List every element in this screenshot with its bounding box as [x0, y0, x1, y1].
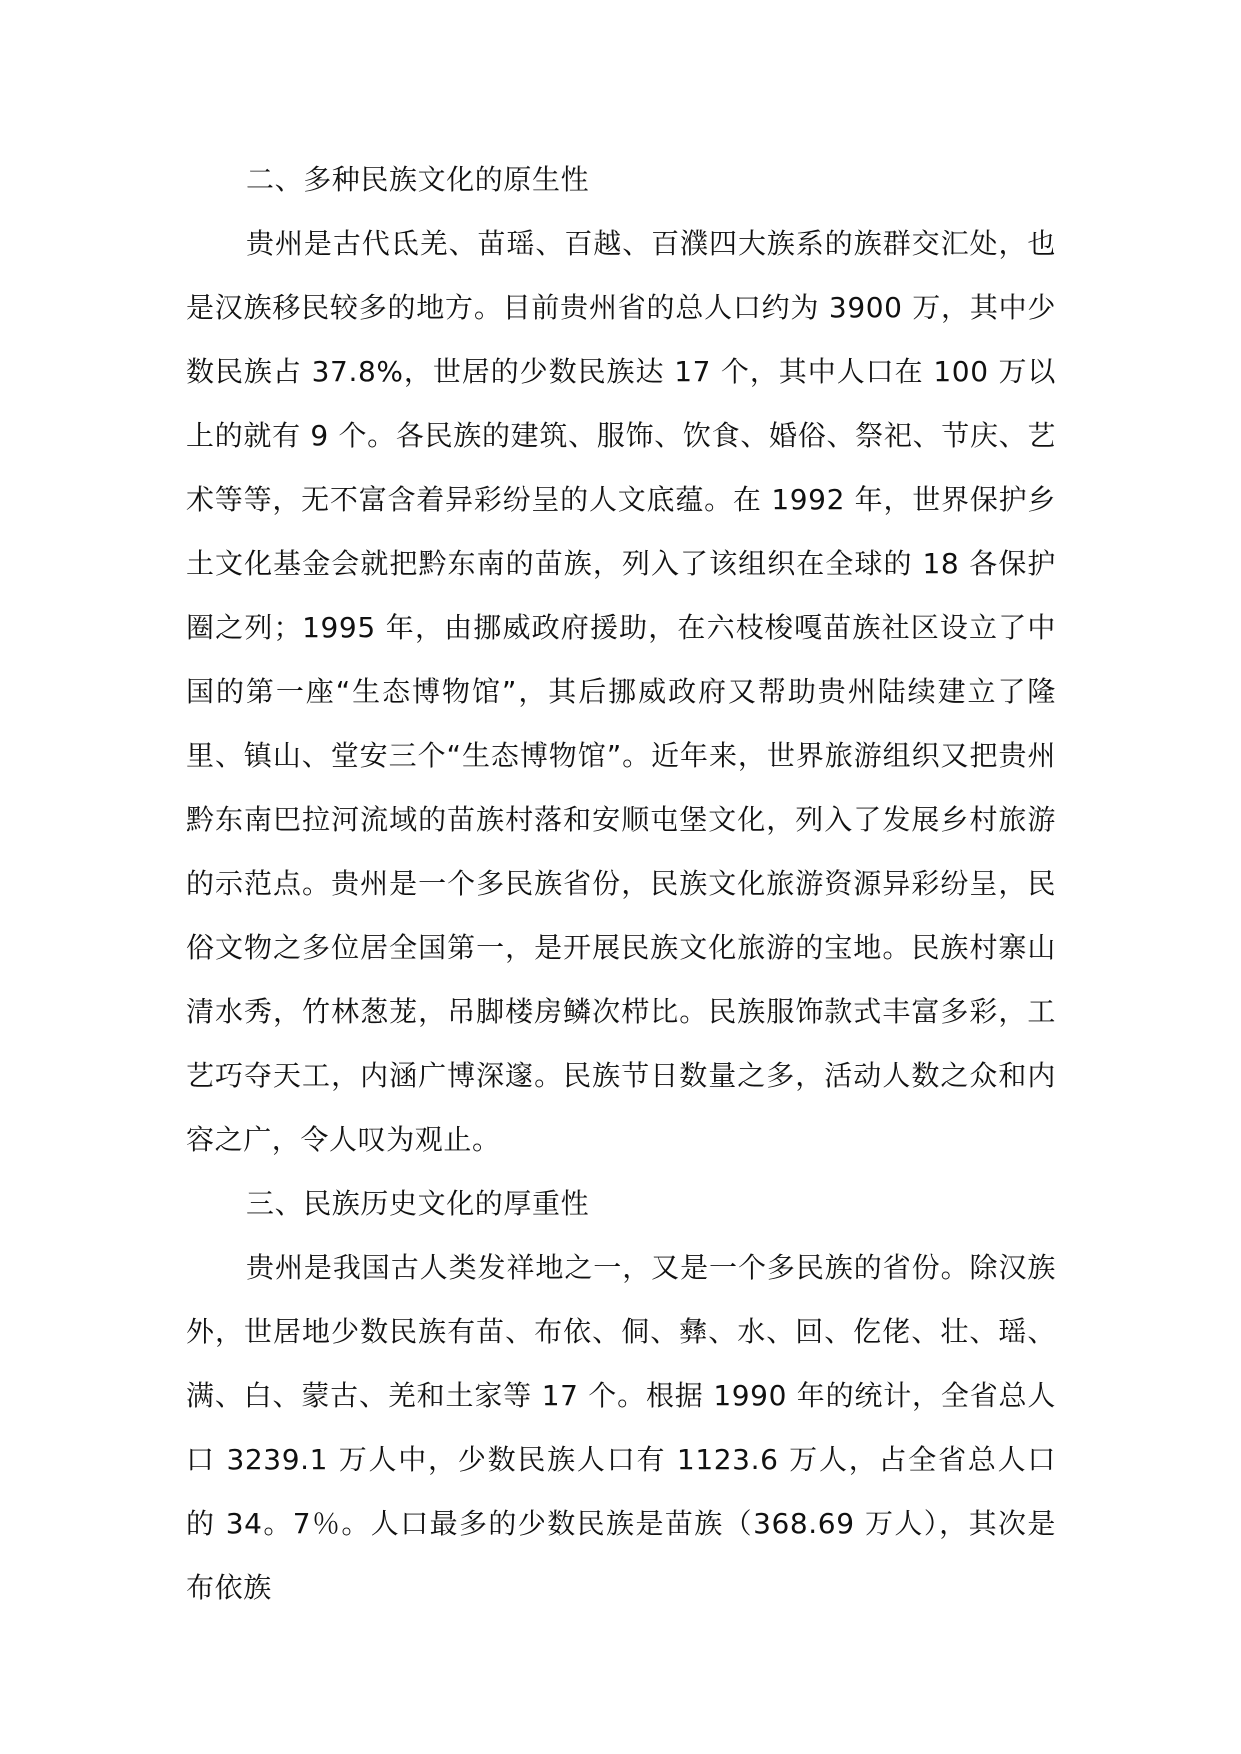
section-heading-3: 三、民族历史文化的厚重性 — [246, 1187, 590, 1220]
section-paragraph-2: 贵州是古代氐羌、苗瑶、百越、百濮四大族系的族群交汇处，也是汉族移民较多的地方。目前贵州省的总人口约为 3900 万，其中少数民族占 37.8%，世居的少数民族达 17 个，其中人口在 100 万以上的就有 9 个。各民族的建筑、服饰、饮食、婚俗、祭祀、节庆、艺术等等，无不富含着异彩纷呈的人文底蕴。在 1992 年，世界保护乡土文化基金会就把黔东南的苗族，列入了该组织在全球的 18 各保护圈之列；1995 年，由挪威政府援助，在六枝梭嘎苗族社区设立了中国的第一座“生态博物馆”，其后挪威政府又帮助贵州陆续建立了隆里、镇山、堂安三个“生态博物馆”。近年来，世界旅游组织又把贵州黔东南巴拉河流域的苗族村落和安顺屯堡文化，列入了发展乡村旅游的示范点。贵州是一个多民族省份，民族文化旅游资源异彩纷呈，民俗文物之多位居全国第一，是开展民族文化旅游的宝地。民族村寨山清水秀，竹林葱茏，吊脚楼房鳞次栉比。民族服饰款式丰富多彩，工艺巧夺天工，内涵广博深邃。民族节日数量之多，活动人数之众和内容之广，令人叹为观止。 — [186, 227, 1056, 1156]
section-heading-2: 二、多种民族文化的原生性 — [246, 163, 590, 196]
document-body — [186, 148, 1056, 1620]
section-paragraph-3: 贵州是我国古人类发祥地之一，又是一个多民族的省份。除汉族外，世居地少数民族有苗、布依、侗、彝、水、回、仡佬、壮、瑶、满、白、蒙古、羌和土家等 17 个。根据 1990 年的统计，全省总人口 3239.1 万人中，少数民族人口有 1123.6 万人，占全省总人口的 34。7％。人口最多的少数民族是苗族（368.69 万人），其次是布依族 — [186, 1251, 1056, 1604]
